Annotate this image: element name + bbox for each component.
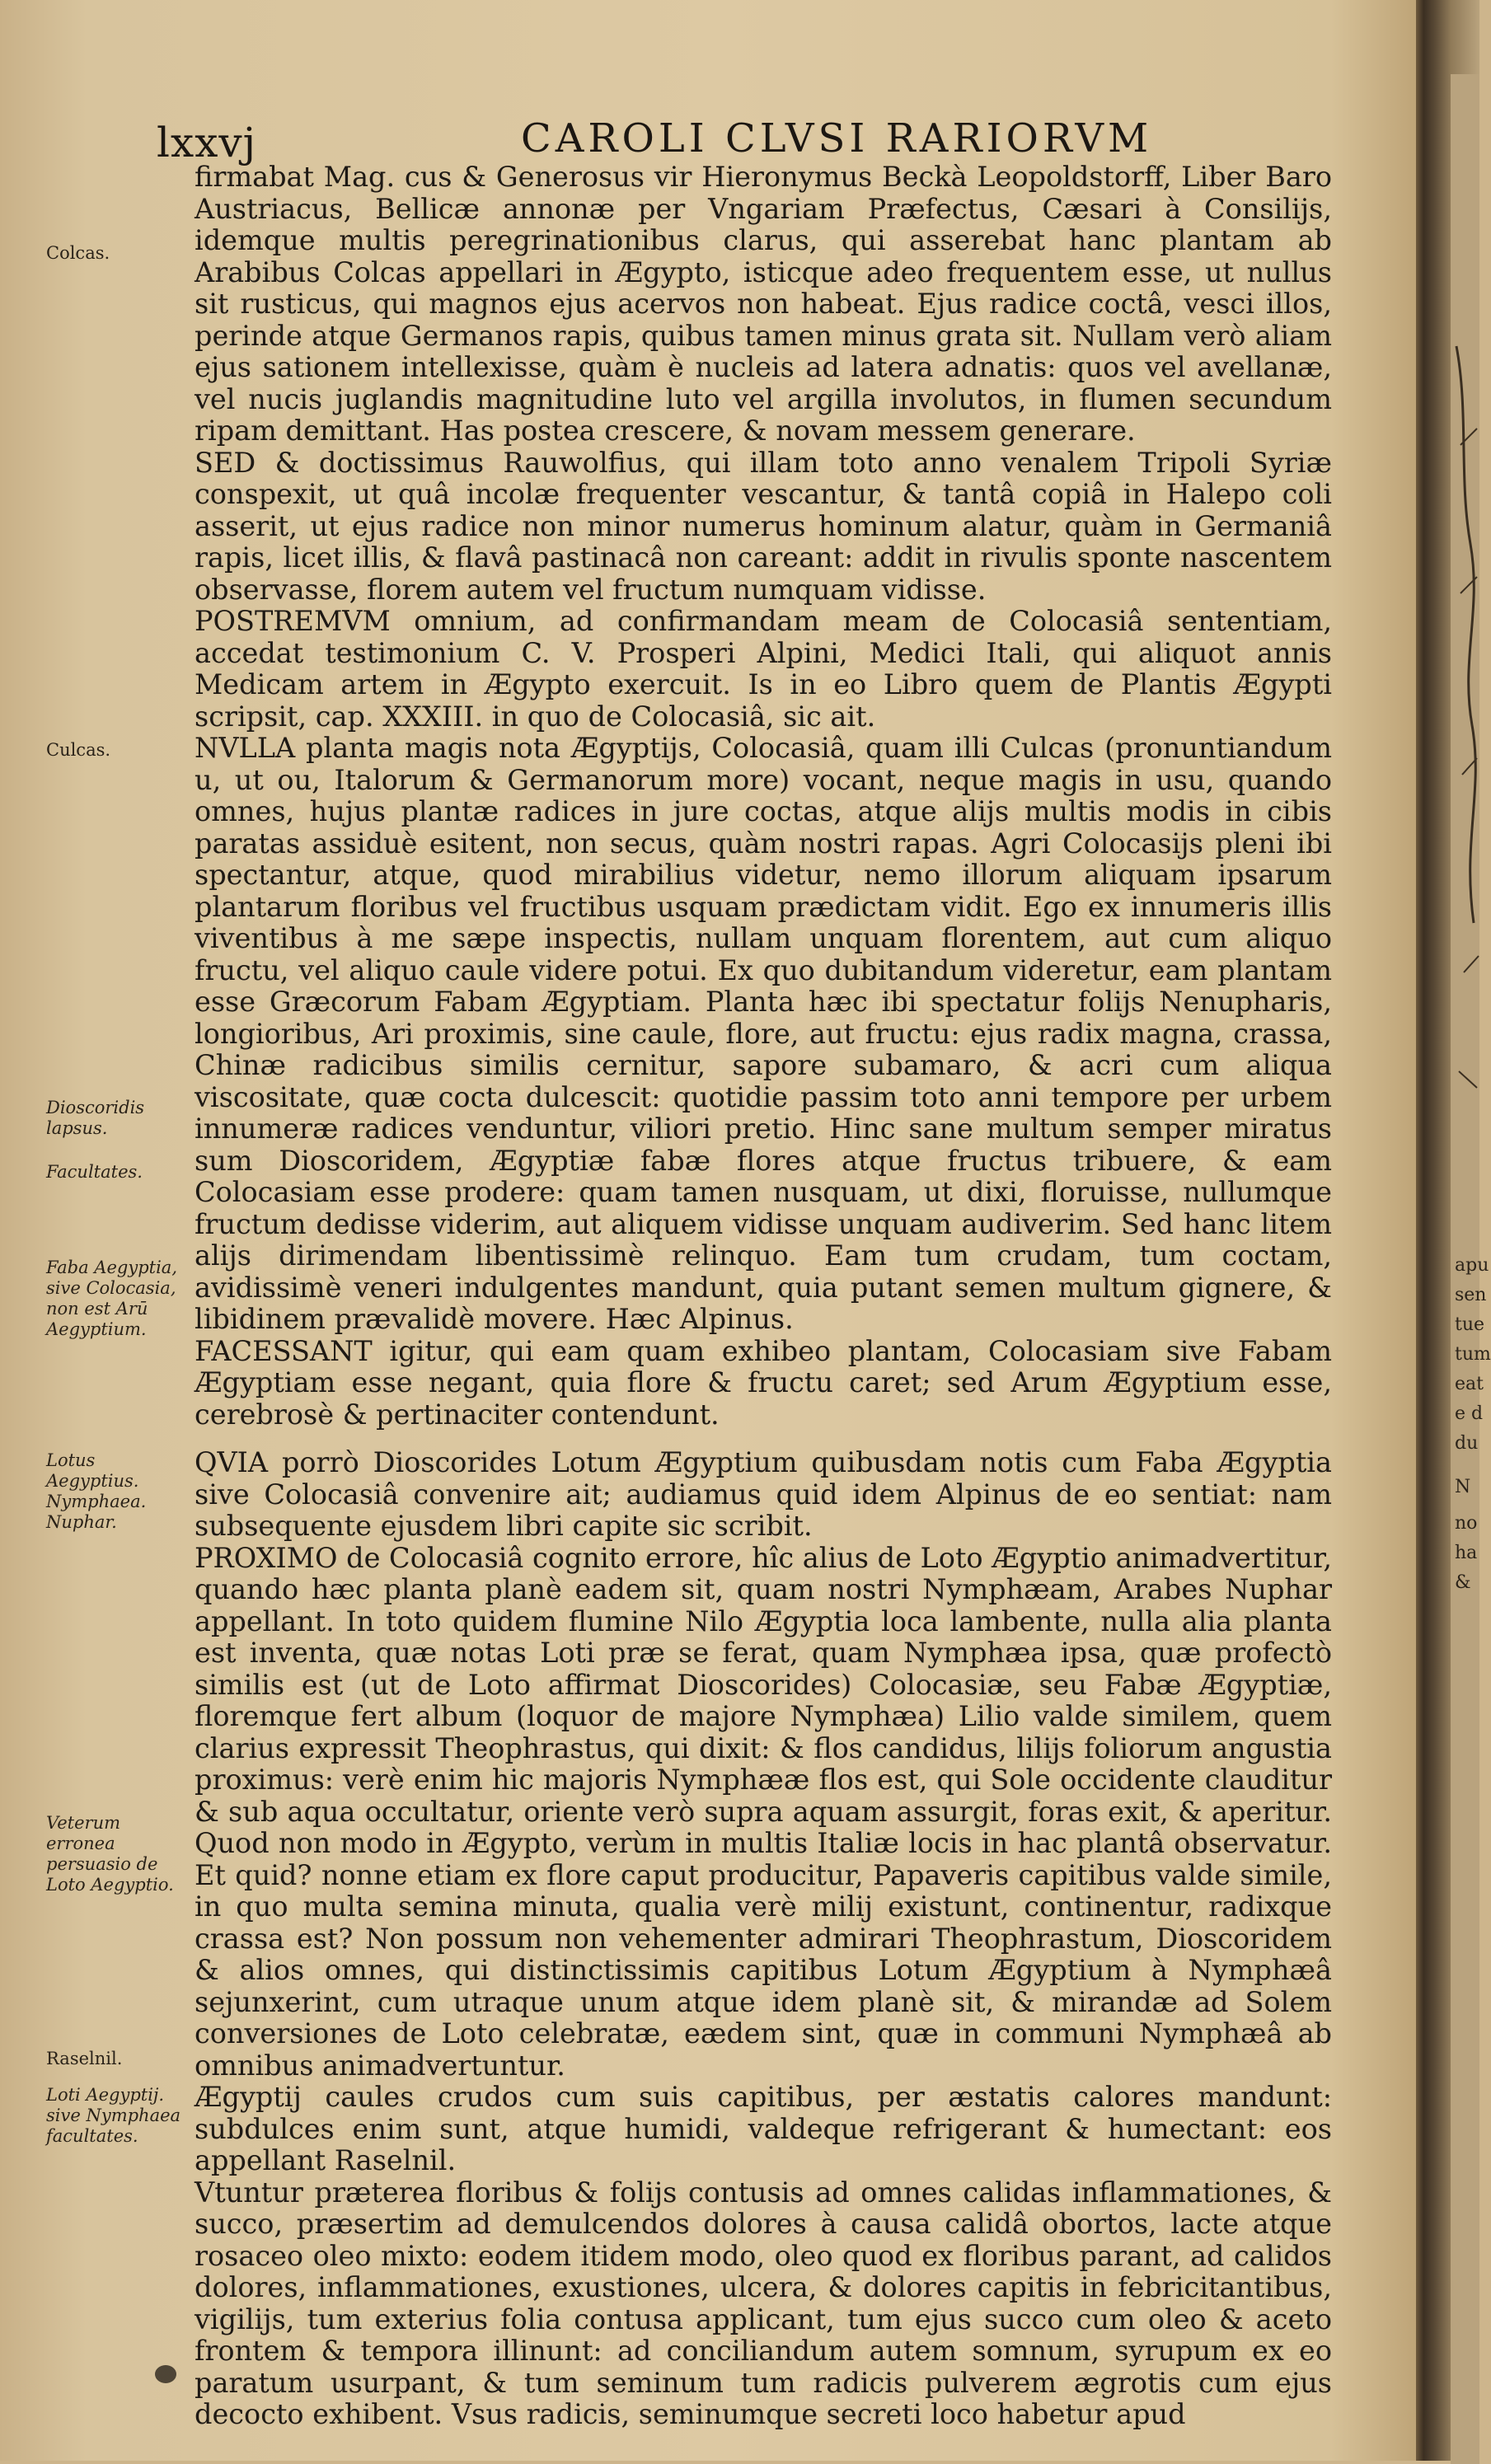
adjacent-page-fragment: N <box>1455 1477 1471 1497</box>
margin-note: Culcas. <box>46 740 111 760</box>
paragraph: SED & doctissimus Rauwolfius, qui illam toto anno venalem Tripoli Syriæ conspexit, ut quâ incolæ frequenter vescantur, & tantâ copiâ in Halepo coli asserit, ut ejus radice non minor numerus hominum alatur, quàm in Germaniâ rapis, licet illis, & flavâ pastinacâ non careant: addit in rivulis sponte nascentem observasse, florem autem vel fructum numquam vidisse. <box>195 446 1332 606</box>
paragraph: FACESSANT igitur, qui eam quam exhibeo plantam, Colocasiam sive Fabam Ægyptiam esse negant, quia flore & fructu caret; sed Arum Ægyptium esse, cerebrosè & pertinaciter contendunt. <box>195 1334 1332 1431</box>
paragraph: NVLLA planta magis nota Ægyptijs, Colocasiâ, quam illi Culcas (pronuntiandum u, ut ou, Italorum & Germanorum more) vocant, neque magis in usu, quando omnes, hujus plantæ radices in jure coctas, atque alijs multis modis in cibis paratas assiduè esitent, non secus, quàm nostri rapas. Agri Colocasijs pleni ibi spectantur, atque, quod mirabilius videtur, nemo illorum aliquam ipsarum plantarum floribus vel fructibus usquam prædictam vidit. Ego ex innumeris illis viventibus à me sæpe inspectis, nullam unquam florentem, aut cum aliquo fructu, vel aliquo caule videre potui. Ex quo dubitandum videretur, eam plantam esse Græcorum Fabam Ægyptiam. Planta hæc ibi spectatur folijs Nenupharis, longioribus, Ari proximis, sine caule, flore, aut fructu: ejus radix magna, crassa, Chinæ radicibus similis cernitur, sapore subamaro, & acri cum aliqua viscositate, quæ cocta dulcescit: quotidie passim toto anni tempore per urbem innumeræ radices venduntur, viliori pretio. Hinc sane multum semper miratus sum Dioscoridem, Ægyptiæ fabæ flores atque fructus tribuere, & eam Colocasiam esse prodere: quam tamen nusquam, ut dixi, floruisse, nullumque fructum dedisse viderim, aut aliquem vidisse unquam audiverim. Sed hanc litem alijs dirimendam libentissimè relinquo. Eam tum crudam, tum coctam, avidissimè veneri indulgentes mandunt, quia putant semen multum gignere, & libidinem prævalidè movere. Hæc Alpinus. <box>195 732 1332 1335</box>
adjacent-page-fragment: tum <box>1455 1344 1491 1365</box>
adjacent-page-fragment: tue <box>1455 1314 1485 1335</box>
adjacent-page-fragment: apu <box>1455 1255 1489 1276</box>
margin-note: Lotus Aegyptius. Nymphaea. Nuphar. <box>46 1450 147 1532</box>
adjacent-page-fragment: eat <box>1455 1374 1484 1394</box>
paragraph: Ægyptij caules crudos cum suis capitibus, per æstatis calores mandunt: subdulces enim sunt, atque humidi, valdeque refrigerant & humectant: eos appellant Raselnil. <box>195 2081 1332 2176</box>
margin-note: Raselnil. <box>46 2049 123 2068</box>
adjacent-page-illustration <box>1452 346 1479 1170</box>
paragraph: Vtuntur præterea floribus & folijs contusis ad omnes calidas inflammationes, & succo, præsertim ad demulcendos dolores à causa calidâ obortos, lacte atque rosaceo oleo mixto: eodem itidem modo, oleo quod ex floribus parant, ad calidos dolores, inflammationes, exustiones, ulcera, & dolores capitis in febricitantibus, vigilijs, tum exterius folia contusa applicant, tum ejus succo cum oleo & aceto frontem & tempora illinunt: ad conciliandum autem somnum, syrupum ex eo paratum usurpant, & tum seminum tum radicis pulverem ægrotis cum ejus decocto exhibent. Vsus radicis, seminumque secreti loco habetur apud <box>195 2176 1332 2430</box>
paragraph: firmabat Mag. cus & Generosus vir Hieronymus Beckà Leopoldstorff, Liber Baro Austriacus, Bellicæ annonæ per Vngariam Præfectus, Cæsari à Consilijs, idemque multis peregrinationibus clarus, qui asserebat hanc plantam ab Arabibus Colcas appellari in Ægypto, isticque adeo frequentem esse, ut nullus sit rusticus, qui magnos ejus acervos non habeat. Ejus radice coctâ, vesci illos, perinde atque Germanos rapis, quibus tamen minus grata sit. Nullam verò aliam ejus sationem intellexisse, quàm è nucleis ad latera adnatis: quos vel avellanæ, vel nucis juglandis magnitudine luto vel argilla involutos, in flumen secundum ripam demittant. Has postea crescere, & novam messem generare. <box>195 161 1332 447</box>
adjacent-page-fragment: ha <box>1455 1543 1478 1563</box>
adjacent-page-fragment: no <box>1455 1513 1478 1534</box>
adjacent-page-fragment: sen <box>1455 1285 1487 1305</box>
running-title: CAROLI CLVSI RARIORVM <box>521 115 1153 162</box>
ink-smudge <box>155 2365 176 2383</box>
adjacent-page-fragment: e d <box>1455 1403 1484 1424</box>
margin-note: Loti Aegyptij. sive Nymphaea facultates. <box>46 2085 181 2146</box>
adjacent-page-fragment: du <box>1455 1433 1479 1454</box>
adjacent-page-fragment: & <box>1455 1572 1471 1593</box>
margin-note: Faba Aegyptia, sive Colocasia, non est Arū Aegyptium. <box>46 1258 177 1339</box>
paragraph: QVIA porrò Dioscorides Lotum Ægyptium quibusdam notis cum Faba Ægyptia sive Colocasiâ convenire ait; audiamus quid idem Alpinus de eo sentiat: nam subsequente ejusdem libri capite sic scribit. <box>195 1446 1332 1542</box>
paragraph: PROXIMO de Colocasiâ cognito errore, hîc alius de Loto Ægyptio animadvertitur, quando hæc planta planè eadem sit, quam nostri Nymphæam, Arabes Nuphar appellant. In toto quidem flumine Nilo Ægyptia loca lambente, nulla alia planta est inventa, quæ notas Loti præ se ferat, quam Nymphæa ipsa, quæ profectò similis est (ut de Loto affirmat Dioscorides) Colocasiæ, seu Fabæ Ægyptiæ, floremque fert album (loquor de majore Nymphæa) Lilio valde similem, quem clarius expressit Theophrastus, qui dixit: & flos candidus, lilijs foliorum angustia proximus: verè enim hic majoris Nymphææ flos est, qui Sole occidente clauditur & sub aqua occultatur, oriente verò supra aquam assurgit, foras exit, & aperitur. Quod non modo in Ægypto, verùm in multis Italiæ locis in hac plantâ observatur. Et quid? nonne etiam ex flore caput producitur, Papaveris capitibus valde simile, in quo multa semina minuta, qualia verè milij existunt, continentur, radixque crassa est? Non possum non vehementer admirari Theophrastum, Dioscoridem & alios omnes, qui distinctissimis capitibus Lotum Ægyptium à Nymphæâ sejunxerint, cum utraque unum atque idem planè sit, & mirandæ ad Solem conversiones de Loto celebratæ, eædem sint, quæ in communi Nymphæâ ab omnibus animadvertuntur. <box>195 1541 1332 2082</box>
page-number: lxxvj <box>157 119 257 166</box>
body-text <box>195 162 1332 2431</box>
margin-note: Veterum erronea persuasio de Loto Aegyptio. <box>46 1813 174 1895</box>
margin-note: Facultates. <box>46 1162 143 1182</box>
paragraph: POSTREMVM omnium, ad confirmandam meam de Colocasiâ sententiam, accedat testimonium C. V. Prosperi Alpini, Medici Itali, qui aliquot annis Medicam artem in Ægypto exercuit. Is in eo Libro quem de Plantis Ægypti scripsit, cap. XXXIII. in quo de Colocasiâ, sic ait. <box>195 605 1332 733</box>
margin-note: Colcas. <box>46 243 110 263</box>
margin-note: Dioscoridis lapsus. <box>46 1098 145 1138</box>
